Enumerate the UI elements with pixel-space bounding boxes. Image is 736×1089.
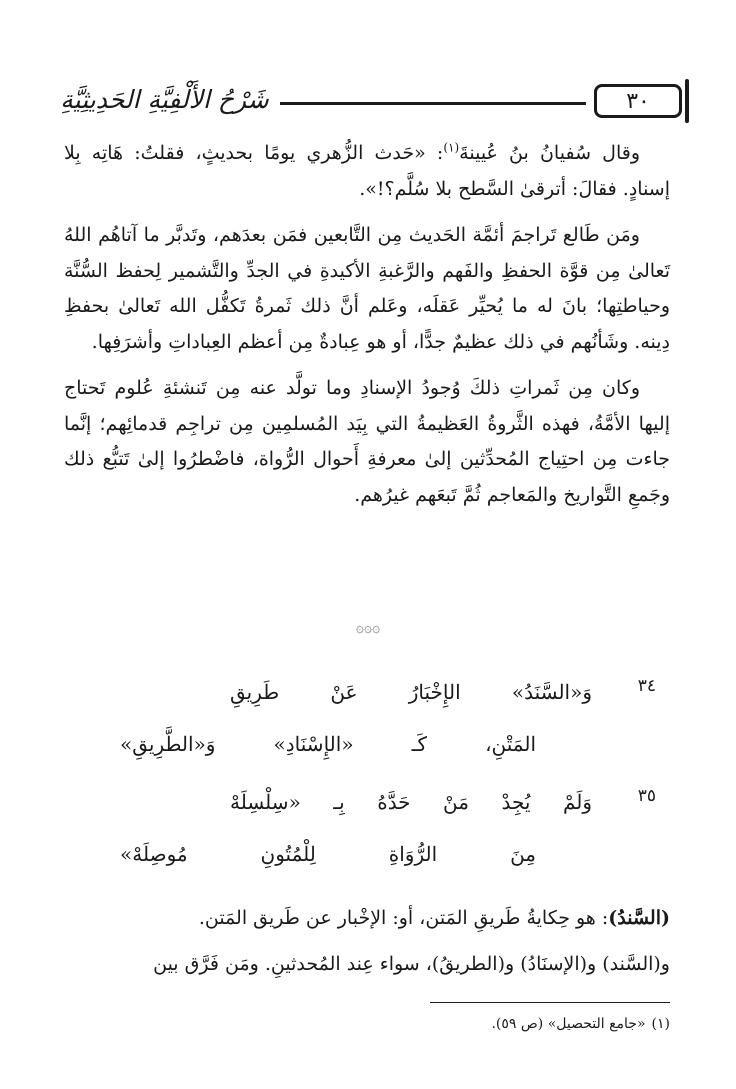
explanation-line: و(السَّند) و(الإسنَادُ) و(الطريقُ)، سواء عِند المُحدثينِ. ومَن فَرَّق بين: [153, 953, 670, 975]
running-title: شَرْحُ الأَلْفِيَّةِ الحَدِيثِيَّةِ: [60, 85, 269, 114]
poem-verses: [120, 672, 656, 892]
paragraph-1: [64, 136, 670, 207]
page-number: ٣٠: [594, 84, 682, 118]
footnote-separator: [430, 1002, 670, 1003]
defined-term: (السَّندُ): [608, 907, 670, 929]
verse-number: ٣٤: [637, 676, 656, 696]
footnote: [491, 1012, 670, 1036]
verse-second-hemistich: مِنَ الرُّوَاةِ لِلْمُتُونِ مُوصِلَهْ»: [120, 842, 536, 866]
verse-number: ٣٥: [637, 786, 656, 806]
paragraph-1-rest: : «حَدث الزُّهري يومًا بحديثٍ، فقلتُ: هَاتِه بِلا إسنادٍ. فقالَ: أترقىٰ السَّطح بلا سُلَّم؟!».: [64, 142, 670, 200]
definition-text: : هو حِكايةُ طَريقِ المَتن، أو: الإخْبار عن طَريق المَتن.: [198, 907, 609, 929]
definition-line: [64, 895, 670, 941]
page-header: [52, 80, 682, 124]
footnote-text: «جامع التحصيل» (ص ٥٩).: [491, 1016, 646, 1032]
explanation-text: [64, 895, 670, 987]
verse-first-hemistich: وَ«السَّنَدُ» الإِخْبَارُ عَنْ طَرِيقِ: [230, 680, 592, 704]
body-text: [64, 136, 670, 524]
section-ornament: ۞۞۞: [355, 620, 381, 636]
header-rule: [280, 102, 586, 105]
verse-first-hemistich: وَلَمْ يُجِدْ مَنْ حَدَّهُ بِـ «سِلْسِلَهْ: [230, 790, 592, 814]
paragraph-3: وكان مِن ثَمراتِ ذلكَ وُجودُ الإسنادِ وما تولَّد عنه مِن تَنشئةِ عُلوم تَحتاج إليها الأمَّةُ، فهذه الثَّروةُ العَظيمةُ التي بِيَد المُسلمِين مِن تراجِم قدمائِهم؛ إنَّما جاءت مِن احتِياج المُحدِّثين إلىٰ معرفةِ أَحوال الرُّواة، فاضْطرُوا إلىٰ تَتبُّع ذلك وجَمعِ التَّواريخ والمَعاجم ثُمَّ تَبعَهم غيرُهم.: [64, 377, 670, 506]
verse-second-hemistich: المَتْنِ، كَـ «الإِسْنَادِ» وَ«الطَّرِيقِ»: [120, 732, 536, 756]
verse-35: [120, 782, 656, 892]
verse-34: [120, 672, 656, 782]
paragraph-1-start: وقال سُفيانُ بنُ عُيينةَ: [459, 142, 640, 164]
footnote-number: (١): [651, 1016, 670, 1032]
footnote-reference: (١): [443, 140, 460, 155]
paragraph-2: ومَن طَالع تَراجمَ أئمَّة الحَديث مِن التَّابعين فمَن بعدَهم، وتَدبَّر ما آتاهُم اللهُ تَعالىٰ مِن قوَّة الحفظِ والفَهم والرَّغبةِ الأكيدةِ في الجدِّ والتَّشمير لِحفظ السُّنَّة وحياطتِها؛ بانَ له ما يُحيِّر عَقلَه، وعَلم أنَّ ذلك ثَمرةُ تَكفُّل الله تَعالىٰ بحفظِ دِينه. وشَأنُهم في ذلك عظيمٌ جدًّا، أو هو عِبادةٌ مِن أعظم العِباداتِ وأشرَفِها.: [64, 224, 670, 353]
